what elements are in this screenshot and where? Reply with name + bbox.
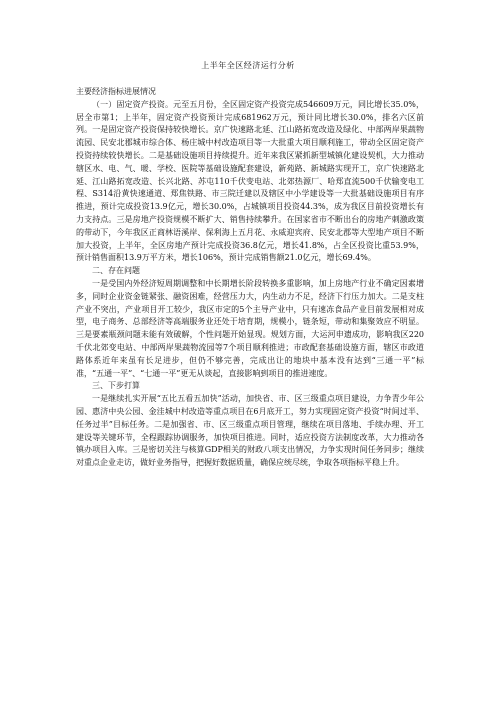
- paragraph-plans: 一是继续扎实开展“五比五看五加快”活动，加快省、市、区三级重点项目建设，力争青少年公园、惠济中央公园、金洼城中村改造等重点项目在6月底开工，努力实现固定资产投资“时间过半、任务过半”目标任务。二是加强省、市、区三级重点项目管理，继续在项目落地、手续办理、开工建设等关键环节，全程跟踪协调服务，加快项目推进。同时，适应投资方法制度改革，大力推动各镇办项目入库。三是密切关注与核算GDP相关的财政八项支出情况，力争实现时间任务同步；继续对重点企业走访，做好业务指导，把握好数据质量，确保应统尽统，争取各项指标平稳上升。: [76, 394, 424, 468]
- paragraph-investment: （一）固定资产投资。元至五月份，全区固定资产投资完成546609万元，同比增长35.0%，居全市第1；上半年，固定资产投资预计完成681962万元，预计同比增长30.0%，排名六区前列。一是固定资产投资保持较快增长。京广快速路北延、江山路拓宽改造及绿化、中部两岸果蔬物流园、民安北郡城市综合体、杨庄城中村改造项目等一大批重大项目顺利施工，带动全区固定资产投资持续较快增长。二是基础设施项目持续提升。近年来我区紧抓新型城镇化建设契机，大力推动辖区水、电、气、暖、学校、医院等基础设施配套建设，新苑路、新城路实现开工，京广快速路北延、江山路拓宽改造、长兴北路、苏屯110千伏变电站、北郊热源厂、哈郑直流500千伏输变电工程、S314沿黄快速通道、郑焦铁路、市三院迁建以及辖区中小学建设等一大批基础设施项目有序推进，预计完成投资13.9亿元，增长30.0%，占城镇项目投资44.3%，成为我区目前投资增长有力支持点。三是房地产投资规模不断扩大、销售持续攀升。在国家省市不断出台的房地产刺激政策的带动下，今年我区正商林语溪岸、保利海上五月花、永威迎宾府、民安北郡等大型地产项目不断加大投资，上半年，全区房地产预计完成投资36.8亿元，增长41.8%，占全区投资比重53.9%，预计销售面积13.9万平方米，增长106%，预计完成销售额21.0亿元，增长69.4%。: [76, 99, 424, 263]
- paragraph-problems: 一是受国内外经济短周期调整和中长期增长阶段转换多重影响，加上房地产行业不确定因素增多，同时企业资金链紧张、融资困难，经营压力大，内生动力不足，经济下行压力加大。二是支柱产业不突出，产业项目开工较少，我区市定的5个主导产业中，只有速冻食品产业目前发展相对成型，电子商务、总部经济等高端服务业还处于培育期，规模小，链条短，带动和集聚效应不明显。三是要素瓶颈问题未能有效破解，个性问题开始显现。规划方面，大运河申遗成功，影响我区220千伏北郊变电站、中部两岸果蔬物流园等7个项目顺利推进；市政配套基础设施方面，辖区市政道路体系近年来虽有长足进步，但仍不够完善，完成出让的地块中基本没有达到“三通一平”标准，“五通一平”、“七通一平”更无从谈起，直接影响到项目的推进速度。: [76, 278, 424, 378]
- section-heading-plans: 三、下步打算: [92, 381, 140, 391]
- section-heading-problems: 二、存在问题: [92, 266, 140, 276]
- section-heading-main: 主要经济指标进展情况: [76, 87, 156, 96]
- document-body: [76, 86, 424, 470]
- document-title: 上半年全区经济运行分析: [201, 61, 295, 70]
